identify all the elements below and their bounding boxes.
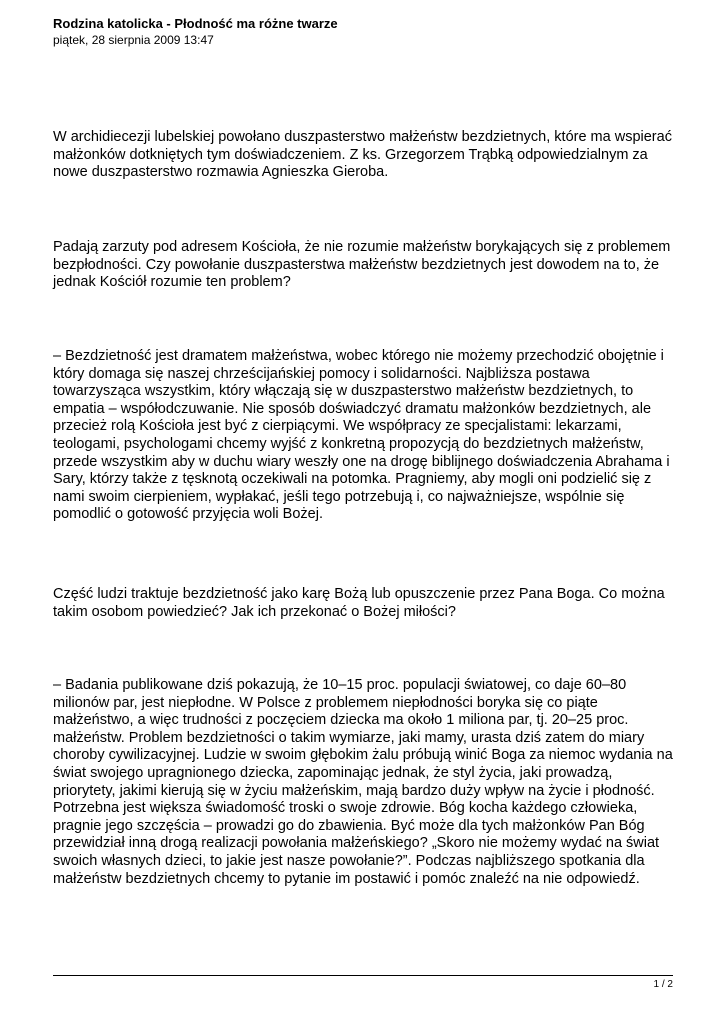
footer-divider <box>53 975 673 976</box>
interview-answer-1: – Bezdzietność jest dramatem małżeństwa, wobec którego nie możemy przechodzić obojętnie i który domaga się naszej chrześcijańskiej pomocy i solidarności. Najbliższa postawa towarzysząca wszystkim, który włączają się w duszpasterstwo małżeństw bezdzietnych, to empatia – współodczuwanie. Nie sposób doświadczyć dramatu małżonków bezdzietnych, ale przecież rolą Kościoła jest być z cierpiącymi. We współpracy ze specjalistami: lekarzami, teologami, psychologami chcemy wyjść z konkretną propozycją do bezdzietnych małżeństw, przede wszystkim aby w duchu wiary weszły one na drogę biblijnego doświadczenia Abrahama i Sary, którzy także z tęsknotą oczekiwali na potomka. Pragniemy, aby mogli oni podzielić się z nami swoim cierpieniem, wypłakać, jeśli tego potrzebują i, co najważniejsze, wspólnie się pomodlić o gotowość przyjęcia woli Bożej. <box>53 348 670 523</box>
interview-question-2: Część ludzi traktuje bezdzietność jako karę Bożą lub opuszczenie przez Pana Boga. Co można takim osobom powiedzieć? Jak ich przekonać o Bożej miłości? <box>53 586 665 620</box>
article-lead-paragraph: W archidiecezji lubelskiej powołano duszpasterstwo małżeństw bezdzietnych, które ma wspierać małżonków dotkniętych tym doświadczeniem. Z ks. Grzegorzem Trąbką odpowiedzialnym za nowe duszpasterstwo rozmawia Agnieszka Gieroba. <box>53 129 672 181</box>
document-header <box>53 15 673 48</box>
publication-date: piątek, 28 sierpnia 2009 13:47 <box>53 33 214 47</box>
interview-answer-2: – Badania publikowane dziś pokazują, że 10–15 proc. populacji światowej, co daje 60–80 milionów par, jest niepłodne. W Polsce z problemem niepłodności boryka się co piąte małżeństwo, a więc trudności z poczęciem dziecka ma około 1 miliona par, tj. 20–25 proc. małżeństw. Problem bezdzietności o takim wymiarze, jaki mamy, urasta dziś zatem do miary choroby cywilizacyjnej. Ludzie w swoim głębokim żalu próbują winić Boga za niemoc wydania na świat swojego upragnionego dziecka, zapominając jednak, że styl życia, jaki prowadzą, priorytety, jakimi kierują się w życiu małżeńskim, mają bardzo duży wpływ na życie i płodność. Potrzebna jest większa świadomość troski o swoje zdrowie. Bóg kocha każdego człowieka, pragnie jego szczęścia – prowadzi go do zbawienia. Być może dla tych małżonków Pan Bóg przewidział inną drogą realizacji powołania małżeńskiego? „Skoro nie możemy wydać na świat swoich własnych dzieci, to jakie jest nasze powołanie?”. Podczas najbliższego spotkania dla małżeństw bezdzietnych chcemy to pytanie im postawić i pomóc znaleźć na nie odpowiedź. <box>53 677 673 887</box>
interview-question-1: Padają zarzuty pod adresem Kościoła, że nie rozumie małżeństw borykających się z problemem bezpłodności. Czy powołanie duszpasterstwa małżeństw bezdzietnych jest dowodem na to, że jednak Kościół rozumie ten problem? <box>53 239 671 291</box>
document-title: Rodzina katolicka - Płodność ma różne twarze <box>53 16 338 31</box>
page-number: 1 / 2 <box>653 979 673 990</box>
